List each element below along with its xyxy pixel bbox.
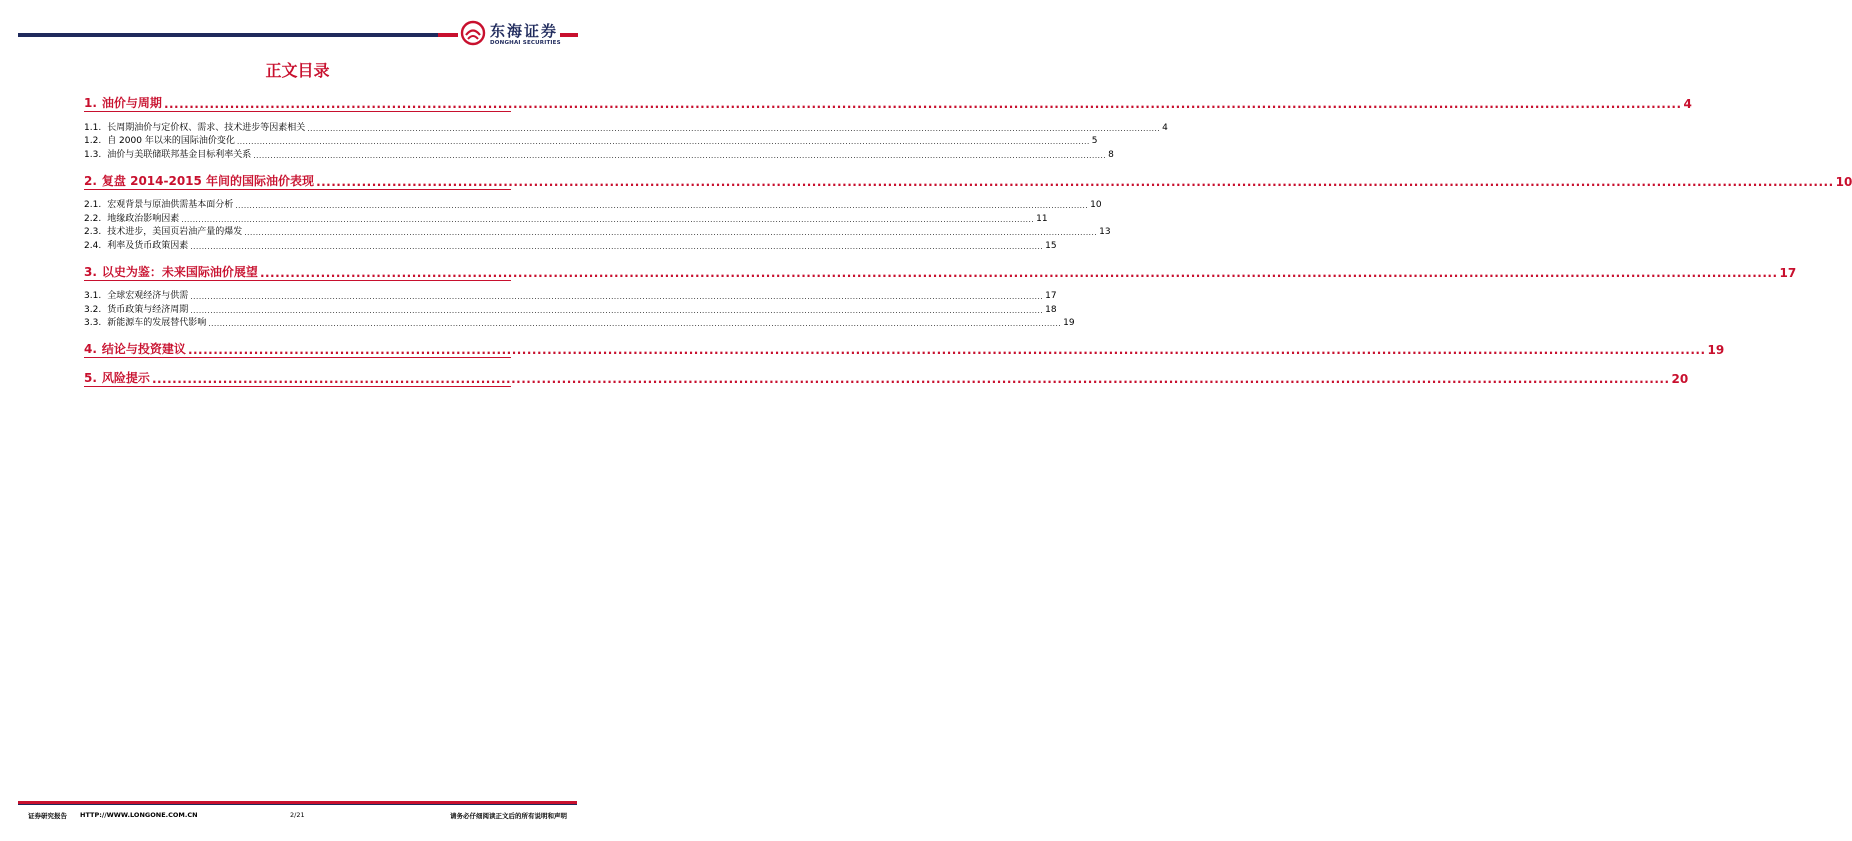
toc-entry-number: 2.1. (84, 200, 102, 210)
toc-dot-leader: ............................................................................................................................................................................................................................................................................................................ (187, 343, 1706, 357)
toc-entry-number: 2.3. (84, 227, 102, 237)
toc-entry-number: 3.2. (84, 304, 102, 315)
toc-entry-label (84, 197, 233, 210)
toc-entry-page: 19 (1707, 343, 1725, 357)
toc-section-entry[interactable] (84, 301, 1057, 315)
toc-section-entry[interactable] (84, 146, 1114, 160)
toc-section-entry[interactable] (84, 197, 1102, 211)
toc-chapter-entry[interactable] (84, 340, 1725, 357)
toc-entry-label (84, 263, 258, 280)
toc-section-entry[interactable] (84, 224, 1111, 238)
toc-entry-page: 17 (1779, 265, 1797, 280)
toc-dot-leader: ............................................................................................................................................................................................................................................................................................................ (253, 150, 1107, 160)
toc-entry-title: 风险提示 (101, 371, 150, 385)
company-logo (460, 18, 570, 52)
toc-entry-label (84, 288, 188, 301)
toc-chapter-entry[interactable] (84, 94, 1692, 111)
footer-page-number: 2/21 (290, 811, 305, 819)
toc-entry-title: 长周期油价与定价权、需求、技术进步等因素相关 (107, 122, 306, 133)
toc-entry-page: 18 (1045, 304, 1057, 315)
toc-entry-page: 8 (1108, 149, 1114, 160)
toc-entry-number: 4. (84, 342, 97, 356)
footer-rule-navy (18, 804, 577, 805)
toc-dot-leader: ............................................................................................................................................................................................................................................................................................................ (190, 305, 1044, 315)
toc-entry-number: 1.2. (84, 136, 102, 146)
toc-entry-title: 油价与美联储联邦基金目标利率关系 (107, 149, 252, 160)
toc-entry-label (84, 211, 179, 224)
toc-dot-leader: ............................................................................................................................................................................................................................................................................................................ (244, 228, 1098, 237)
toc-entry-label (84, 315, 206, 328)
toc-entry-label (84, 369, 150, 386)
toc-entry-number: 3. (84, 264, 97, 279)
toc-section-entry[interactable] (84, 288, 1057, 302)
logo-chinese-name: 东海证券 (490, 22, 559, 40)
toc-entry-number: 5. (84, 371, 97, 385)
toc-entry-page: 19 (1063, 318, 1075, 328)
toc-entry-title: 结论与投资建议 (101, 342, 186, 356)
toc-entry-number: 2.2. (84, 213, 102, 224)
toc-entry-label (84, 120, 305, 133)
toc-dot-leader: ............................................................................................................................................................................................................................................................................................................ (163, 97, 1682, 111)
toc-section-entry[interactable] (84, 133, 1098, 147)
toc-entry-title: 宏观背景与原油供需基本面分析 (107, 200, 234, 210)
toc-entry-page: 15 (1045, 240, 1057, 251)
toc-section-entry[interactable] (84, 315, 1075, 329)
footer-disclaimer: 请务必仔细阅读正文后的所有说明和声明 (450, 812, 567, 820)
header-rule-navy (18, 33, 438, 37)
toc-entry-label (84, 147, 251, 160)
toc-dot-leader: ............................................................................................................................................................................................................................................................................................................ (236, 137, 1090, 146)
chapter-underline (84, 386, 511, 387)
toc-entry-number: 1. (84, 96, 97, 110)
footer-report-type: 证券研究报告 (28, 812, 67, 820)
table-of-contents (84, 94, 1852, 386)
toc-section-entry[interactable] (84, 210, 1048, 224)
toc-entry-label (84, 302, 188, 315)
toc-entry-number: 3.3. (84, 318, 102, 328)
toc-entry-label (84, 133, 235, 146)
toc-entry-title: 货币政策与经济周期 (107, 304, 189, 315)
toc-section-entry[interactable] (84, 237, 1057, 251)
toc-dot-leader: ............................................................................................................................................................................................................................................................................................................ (190, 241, 1044, 251)
toc-entry-page: 13 (1099, 227, 1111, 237)
toc-entry-title: 全球宏观经济与供需 (107, 291, 189, 301)
toc-entry-label (84, 224, 242, 237)
toc-dot-leader: ............................................................................................................................................................................................................................................................................................................ (151, 372, 1670, 386)
toc-entry-page: 17 (1045, 291, 1057, 301)
toc-chapter-entry[interactable] (84, 369, 1689, 386)
toc-chapter-entry[interactable] (84, 263, 1797, 280)
toc-dot-leader: ............................................................................................................................................................................................................................................................................................................ (190, 292, 1044, 301)
toc-dot-leader: ............................................................................................................................................................................................................................................................................................................ (316, 174, 1834, 189)
toc-entry-title: 以史为鉴：未来国际油价展望 (101, 264, 258, 279)
toc-entry-label (84, 340, 186, 357)
page-title: 正文目录 (265, 61, 330, 80)
toc-entry-title: 油价与周期 (101, 96, 162, 110)
toc-entry-page: 5 (1091, 136, 1098, 146)
toc-entry-number: 2.4. (84, 240, 102, 251)
toc-entry-page: 11 (1036, 213, 1048, 224)
toc-entry-title: 技术进步，美国页岩油产量的爆发 (107, 227, 243, 237)
header-rule-red (438, 33, 458, 37)
toc-entry-number: 1.3. (84, 149, 102, 160)
toc-dot-leader: ............................................................................................................................................................................................................................................................................................................ (235, 201, 1089, 210)
toc-dot-leader: ............................................................................................................................................................................................................................................................................................................ (307, 123, 1161, 133)
toc-entry-title: 自 2000 年以来的国际油价变化 (107, 136, 235, 146)
toc-dot-leader: ............................................................................................................................................................................................................................................................................................................ (181, 214, 1035, 224)
toc-entry-number: 3.1. (84, 291, 102, 301)
toc-dot-leader: ............................................................................................................................................................................................................................................................................................................ (259, 265, 1778, 280)
toc-entry-title: 新能源车的发展替代影响 (107, 318, 207, 328)
toc-entry-page: 4 (1683, 97, 1692, 111)
toc-entry-label (84, 94, 162, 111)
chapter-underline (84, 111, 511, 112)
toc-entry-page: 20 (1671, 372, 1689, 386)
logo-english-name: DONGHAI SECURITIES (490, 40, 561, 46)
toc-entry-label (84, 172, 314, 189)
toc-entry-page: 10 (1090, 200, 1102, 210)
toc-entry-page: 10 (1835, 174, 1852, 189)
toc-entry-number: 1.1. (84, 122, 102, 133)
donghai-logo-icon (460, 20, 486, 46)
chapter-underline (84, 357, 511, 358)
toc-entry-title: 利率及货币政策因素 (107, 240, 189, 251)
chapter-underline (84, 189, 511, 190)
toc-entry-page: 4 (1162, 122, 1168, 133)
toc-entry-title: 复盘 2014-2015 年间的国际油价表现 (101, 173, 315, 188)
toc-entry-title: 地缘政治影响因素 (107, 213, 180, 224)
toc-entry-number: 2. (84, 173, 97, 188)
toc-dot-leader: ............................................................................................................................................................................................................................................................................................................ (208, 319, 1062, 328)
toc-section-entry[interactable] (84, 119, 1168, 133)
toc-entry-label (84, 238, 188, 251)
chapter-underline (84, 280, 511, 281)
toc-chapter-entry[interactable] (84, 172, 1852, 189)
footer-website-link[interactable]: HTTP://WWW.LONGONE.COM.CN (80, 811, 198, 819)
